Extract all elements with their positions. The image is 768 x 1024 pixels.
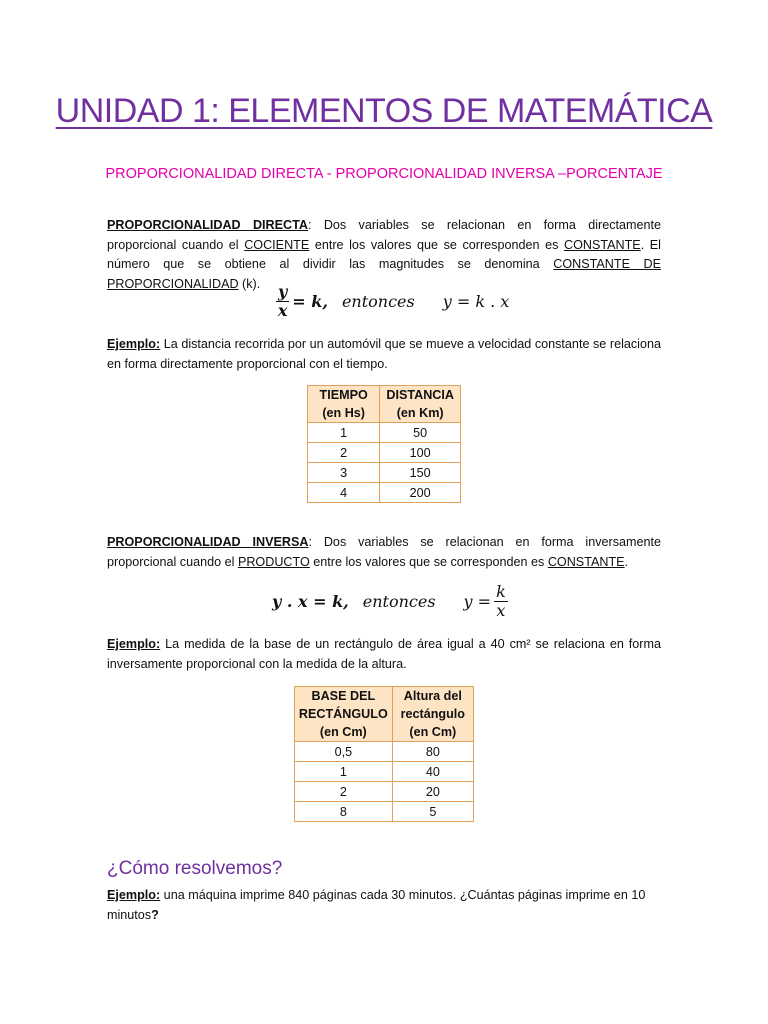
table-row: 3 150	[308, 463, 461, 483]
keyword-constante-proporcionalidad: CONSTANTE DE PROPORCIONALIDAD	[107, 257, 661, 291]
directa-definition: PROPORCIONALIDAD DIRECTA: Dos variables se relacionan en forma directamente proporcional cuando el COCIENTE entre los valores que se corresponden es CONSTANTE. El número que se obtiene al dividir las magnitudes se denomina CONSTANTE DE PROPORCIONALIDAD (k).	[107, 218, 661, 291]
table-header: TIEMPO (en Hs)	[308, 386, 380, 423]
table-row: 4 200	[308, 483, 461, 503]
keyword-constante: CONSTANTE	[547, 554, 625, 569]
keyword-constante: CONSTANTE	[563, 237, 641, 252]
directa-table	[307, 385, 461, 503]
inversa-formula: y . x = k, entonces y = $\frac{k}{x}$	[272, 582, 506, 620]
resolvemos-example: Ejemplo: una máquina imprime 840 páginas cada 30 minutos. ¿Cuántas páginas imprime en 10 minutos?	[107, 888, 646, 922]
keyword-producto: PRODUCTO	[237, 554, 310, 569]
page-subtitle: PROPORCIONALIDAD DIRECTA - PROPORCIONALIDAD INVERSA –PORCENTAJE	[105, 166, 663, 182]
inversa-definition: PROPORCIONALIDAD INVERSA: Dos variables se relacionan en forma inversamente proporcional cuando el PRODUCTO entre los valores que se corresponden es CONSTANTE.	[107, 535, 661, 569]
table-row: 8 5	[295, 802, 474, 822]
directa-formula: $\frac{y}{x}$ = k, entonces y = k . x	[277, 282, 510, 320]
table-row: 2 100	[308, 443, 461, 463]
table-row: 1 40	[295, 762, 474, 782]
table-header: DISTANCIA (en Km)	[380, 386, 461, 423]
table-row: 0,5 80	[295, 742, 474, 762]
table-row: 1 50	[308, 423, 461, 443]
directa-example: Ejemplo: La distancia recorrida por un automóvil que se mueve a velocidad constante se relaciona en forma directamente proporcional con el tiempo.	[107, 337, 661, 371]
table-row: 2 20	[295, 782, 474, 802]
page-title: UNIDAD 1: ELEMENTOS DE MATEMÁTICA	[55, 92, 713, 130]
keyword-cociente: COCIENTE	[244, 237, 310, 252]
inversa-table	[294, 686, 474, 822]
formula-fraction-k-over-x: $\frac{k}{x}$	[496, 582, 506, 620]
table-header: BASE DEL RECTÁNGULO (en Cm)	[295, 687, 393, 742]
section-heading: ¿Cómo resolvemos?	[107, 858, 283, 879]
directa-label: PROPORCIONALIDAD DIRECTA	[107, 218, 308, 232]
inversa-label: PROPORCIONALIDAD INVERSA	[107, 535, 309, 549]
inversa-example: Ejemplo: La medida de la base de un rectángulo de área igual a 40 cm² se relaciona en forma inversamente proporcional con la medida de la altura.	[107, 637, 661, 671]
formula-fraction-y-over-x: $\frac{y}{x}$	[277, 282, 288, 320]
table-header: Altura del rectángulo (en Cm)	[392, 687, 473, 742]
